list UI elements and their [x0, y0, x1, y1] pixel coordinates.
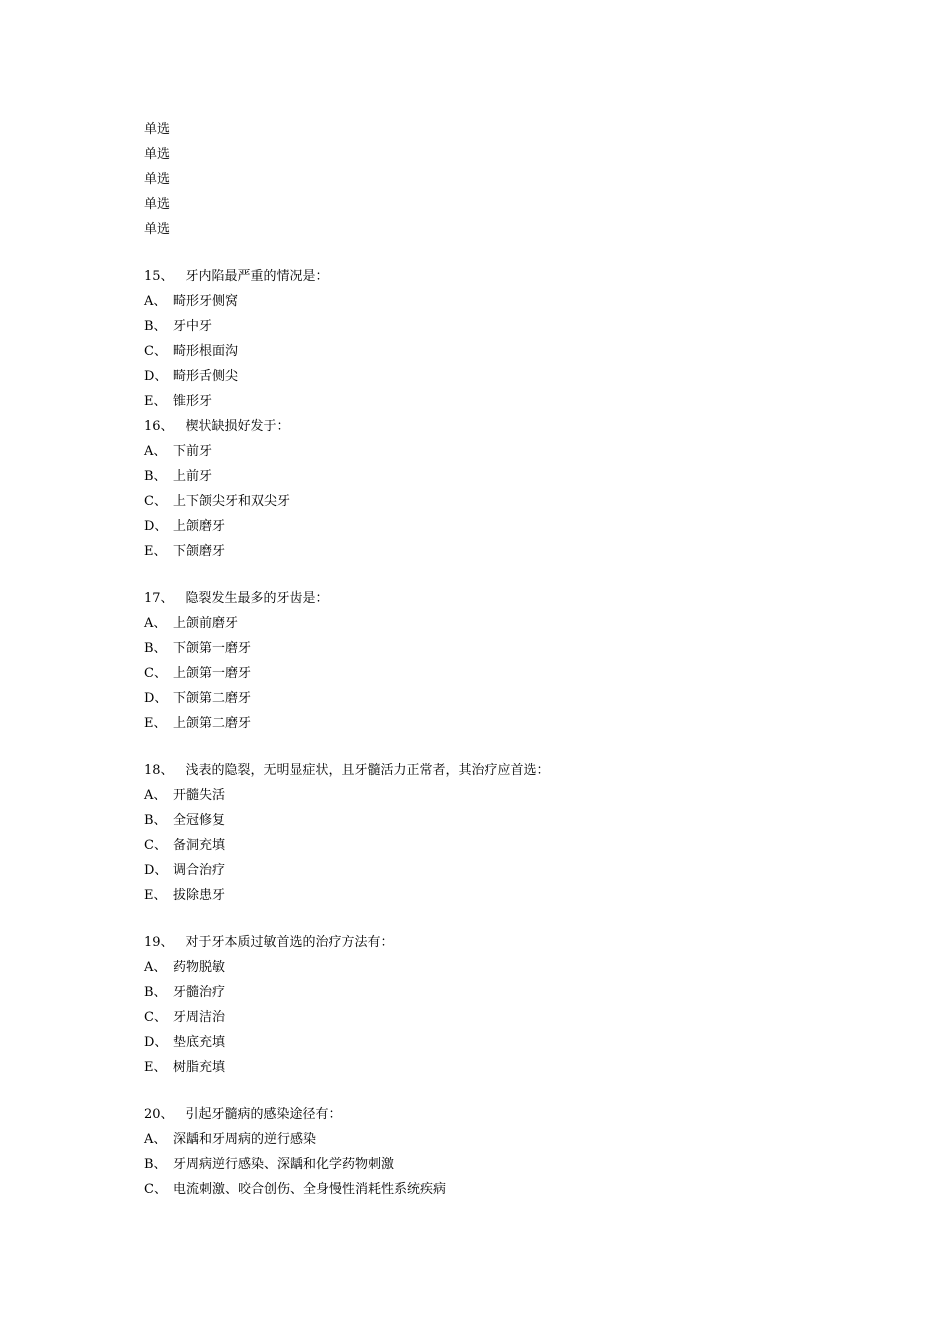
option — [144, 785, 844, 810]
question-19 — [144, 932, 844, 957]
question-18 — [144, 760, 844, 785]
question-text: 浅表的隐裂，无明显症状，且牙髓活力正常者，其治疗应首选： — [185, 763, 550, 778]
option-key: D、 — [144, 369, 168, 384]
option-key: D、 — [144, 863, 168, 878]
option-text: 上颌第一磨牙 — [173, 666, 252, 681]
option — [144, 957, 844, 982]
option — [144, 885, 844, 910]
header-line: 单选 — [144, 222, 171, 237]
option-text: 畸形根面沟 — [173, 344, 239, 359]
spacer — [144, 738, 844, 760]
option-key: C、 — [144, 838, 167, 853]
option — [144, 441, 844, 466]
option-text: 下颌第二磨牙 — [173, 691, 252, 706]
option-key: B、 — [144, 319, 167, 334]
option — [144, 1129, 844, 1154]
question-17 — [144, 588, 844, 613]
option-key: B、 — [144, 985, 167, 1000]
option-key: B、 — [144, 469, 167, 484]
option-key: C、 — [144, 1010, 167, 1025]
option-text: 上前牙 — [173, 469, 213, 484]
option-text: 下前牙 — [173, 444, 213, 459]
option-text: 牙周病逆行感染、深龋和化学药物刺激 — [173, 1157, 395, 1172]
option-key: E、 — [144, 394, 167, 409]
option — [144, 291, 844, 316]
question-text: 隐裂发生最多的牙齿是： — [185, 591, 329, 606]
option-key: A、 — [144, 960, 167, 975]
option — [144, 860, 844, 885]
option — [144, 688, 844, 713]
question-number: 15、 — [144, 269, 174, 284]
option — [144, 341, 844, 366]
option-key: A、 — [144, 294, 167, 309]
option-text: 牙中牙 — [173, 319, 213, 334]
option-text: 备洞充填 — [173, 838, 226, 853]
option-text: 上颌磨牙 — [173, 519, 226, 534]
option-text: 下颌第一磨牙 — [173, 641, 252, 656]
option — [144, 613, 844, 638]
option-text: 牙周洁治 — [173, 1010, 226, 1025]
option — [144, 835, 844, 860]
option — [144, 1057, 844, 1082]
option-text: 电流刺激、咬合创伤、全身慢性消耗性系统疾病 — [173, 1182, 447, 1197]
question-text: 牙内陷最严重的情况是： — [185, 269, 329, 284]
question-text: 楔状缺损好发于： — [185, 419, 290, 434]
header-line: 单选 — [144, 147, 171, 162]
option-text: 树脂充填 — [173, 1060, 226, 1075]
option — [144, 516, 844, 541]
option-key: C、 — [144, 494, 167, 509]
header-line: 单选 — [144, 172, 171, 187]
option — [144, 713, 844, 738]
question-text: 对于牙本质过敏首选的治疗方法有： — [185, 935, 394, 950]
option-key: A、 — [144, 1132, 167, 1147]
option — [144, 466, 844, 491]
option-text: 畸形牙侧窝 — [173, 294, 239, 309]
header-line: 单选 — [144, 197, 171, 212]
question-number: 19、 — [144, 935, 174, 950]
option-key: A、 — [144, 444, 167, 459]
option — [144, 541, 844, 566]
option-key: C、 — [144, 666, 167, 681]
option-key: D、 — [144, 1035, 168, 1050]
option-key: C、 — [144, 344, 167, 359]
option — [144, 316, 844, 341]
option-key: C、 — [144, 1182, 167, 1197]
option-text: 锥形牙 — [173, 394, 213, 409]
question-20 — [144, 1104, 844, 1129]
option-key: A、 — [144, 616, 167, 631]
document-page — [144, 119, 844, 1204]
spacer — [144, 910, 844, 932]
option-key: B、 — [144, 641, 167, 656]
option — [144, 366, 844, 391]
header-line: 单选 — [144, 122, 171, 137]
option-text: 调合治疗 — [173, 863, 226, 878]
option-text: 下颌磨牙 — [173, 544, 226, 559]
question-16 — [144, 416, 844, 441]
question-number: 17、 — [144, 591, 174, 606]
option-key: A、 — [144, 788, 167, 803]
question-text: 引起牙髓病的感染途径有： — [185, 1107, 342, 1122]
option-text: 牙髓治疗 — [173, 985, 226, 1000]
option-text: 上颌前磨牙 — [173, 616, 239, 631]
option — [144, 982, 844, 1007]
option-text: 药物脱敏 — [173, 960, 226, 975]
option — [144, 663, 844, 688]
spacer — [144, 566, 844, 588]
option-key: D、 — [144, 519, 168, 534]
option-text: 上颌第二磨牙 — [173, 716, 252, 731]
spacer — [144, 244, 844, 266]
option — [144, 638, 844, 663]
option-text: 全冠修复 — [173, 813, 226, 828]
option-key: E、 — [144, 716, 167, 731]
option-key: B、 — [144, 1157, 167, 1172]
option-text: 深龋和牙周病的逆行感染 — [173, 1132, 317, 1147]
option-key: D、 — [144, 691, 168, 706]
option — [144, 391, 844, 416]
option-text: 开髓失活 — [173, 788, 226, 803]
option — [144, 1179, 844, 1204]
option-text: 拔除患牙 — [173, 888, 226, 903]
question-number: 20、 — [144, 1107, 174, 1122]
option — [144, 1007, 844, 1032]
option-text: 上下颌尖牙和双尖牙 — [173, 494, 291, 509]
option — [144, 491, 844, 516]
option-key: E、 — [144, 544, 167, 559]
option — [144, 810, 844, 835]
question-number: 18、 — [144, 763, 174, 778]
option-key: B、 — [144, 813, 167, 828]
option-key: E、 — [144, 888, 167, 903]
option — [144, 1032, 844, 1057]
spacer — [144, 1082, 844, 1104]
option-key: E、 — [144, 1060, 167, 1075]
option — [144, 1154, 844, 1179]
question-15 — [144, 266, 844, 291]
option-text: 畸形舌侧尖 — [173, 369, 239, 384]
option-text: 垫底充填 — [173, 1035, 226, 1050]
question-number: 16、 — [144, 419, 174, 434]
